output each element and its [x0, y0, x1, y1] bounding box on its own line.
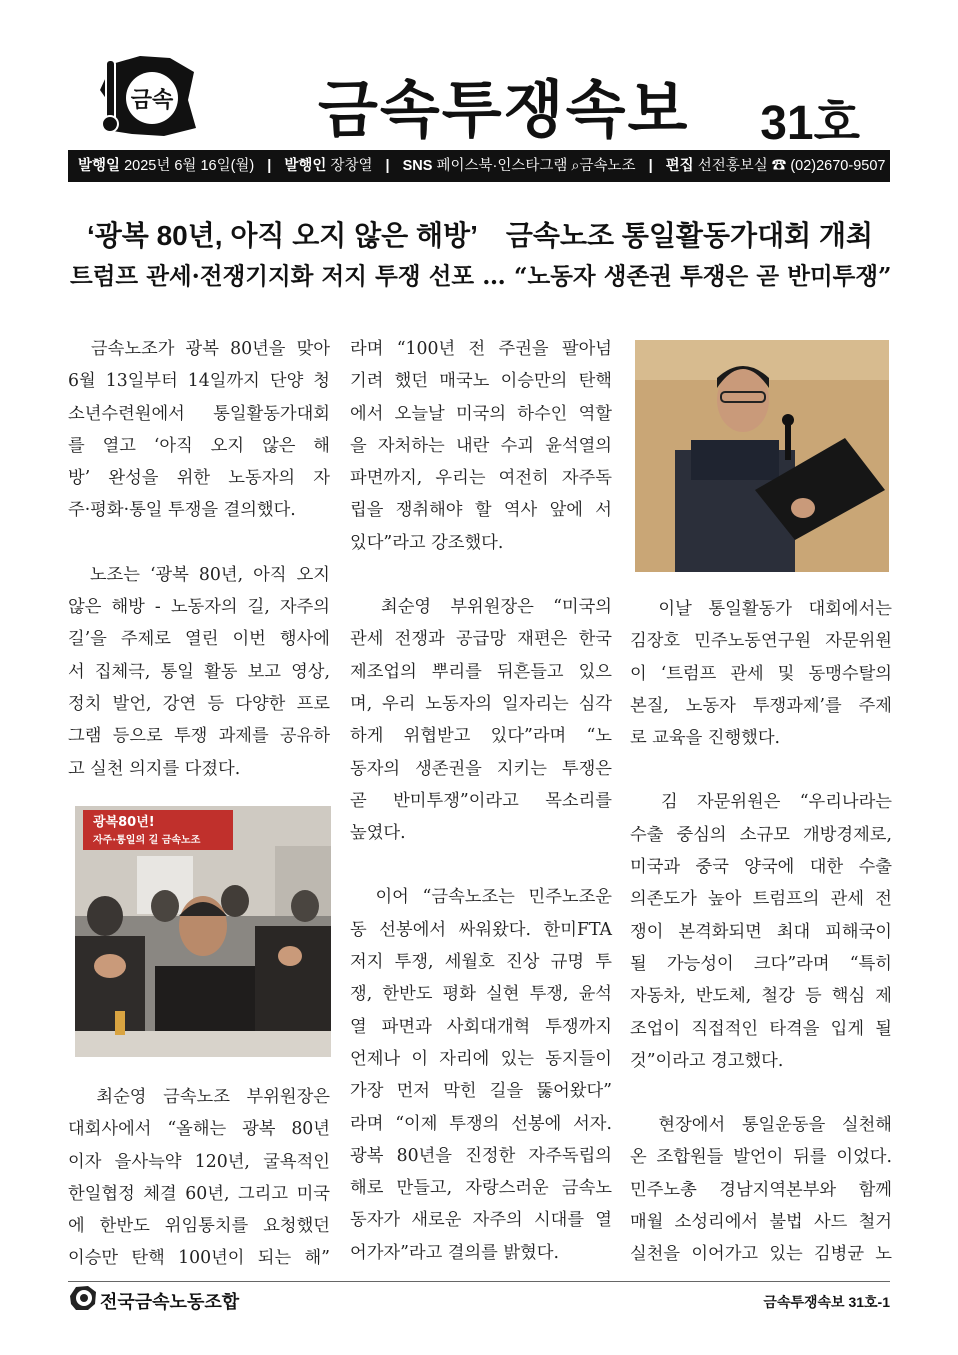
svg-text:광복80년!: 광복80년! [93, 815, 155, 830]
publisher-name: 장창열 [330, 158, 373, 174]
col3-paragraph-1 [630, 593, 892, 754]
audience-photo [75, 806, 331, 1057]
text-line: 이자 을사늑약 120년, 굴욕적인 [68, 1151, 330, 1172]
text-line: 수출 중심의 소규모 개방경제로, [630, 824, 892, 845]
text-line: 주·평화·통일 투쟁을 결의했다. [68, 500, 296, 521]
text-line: 열 파면과 사회대개혁 투쟁까지 [350, 1016, 612, 1037]
text-line: 그램 등으로 투쟁 과제를 공유하 [68, 726, 330, 747]
svg-text:금속: 금속 [130, 88, 174, 113]
issue-number: 31호 [760, 97, 860, 150]
footer-page-number: 금속투쟁속보 31호-1 [763, 1294, 890, 1310]
col3-paragraph-3 [630, 1109, 892, 1270]
headline-right: 금속노조 통일활동가대회 개최 [505, 220, 874, 251]
text-line: 동자가 새로운 자주의 시대를 열 [350, 1210, 612, 1231]
text-line: 동 선봉에서 싸워왔다. 한미FTA [350, 919, 612, 940]
text-line: 정치 발언, 강연 등 다양한 프로 [68, 693, 330, 714]
text-line: 언제나 이 자리에 있는 동지들이 [350, 1048, 612, 1069]
phone-number: ☎ (02)2670-9507 [771, 158, 886, 174]
text-line: 가장 먼저 막힌 길을 뚫어왔다” [350, 1081, 612, 1102]
text-line: 방’ 완성을 위한 노동자의 자 [68, 468, 330, 489]
date-label: 발행일 [78, 158, 121, 174]
text-line: 것”이라고 경고했다. [630, 1050, 784, 1071]
text-line: 로 교육을 진행했다. [630, 728, 781, 749]
text-line: 미국과 중국 양국에 대한 수출 [630, 857, 892, 878]
text-line: 의존도가 높아 트럼프의 관세 전 [630, 889, 892, 910]
text-line: 매월 소성리에서 불법 사드 철거 [630, 1212, 892, 1233]
footer-divider [68, 1281, 890, 1282]
footer-organization: 전국금속노동조합 [100, 1292, 240, 1312]
text-line: 최순영 부위원장은 “미국의 [350, 597, 612, 618]
text-line: 높였다. [350, 823, 406, 844]
text-line: 쟁, 한반도 평화 실현 투쟁, 윤석 [350, 984, 612, 1005]
publish-date: 2025년 6월 16일(월) [124, 158, 255, 174]
text-line: 를 열고 ‘아직 오지 않은 해 [68, 435, 330, 456]
text-line: 소년수련원에서 통일활동가대회 [68, 403, 330, 424]
text-line: 이날 통일활동가 대회에서는 [630, 599, 892, 619]
text-line: 광복 80년을 진정한 자주독립의 [350, 1145, 612, 1166]
text-line: 립을 쟁취해야 할 역사 앞에 서 [350, 500, 612, 521]
headline-left: ‘광복 80년, 아직 오지 않은 해방’ [86, 220, 478, 251]
text-line: 에 한반도 위임통치를 요청했던 [68, 1216, 330, 1237]
text-line: 제조업의 뿌리를 뒤흔들고 있으 [350, 661, 612, 682]
sns-accounts: 페이스북·인스타그램 ⌕금속노조 [436, 158, 636, 174]
sub-headline: 트럼프 관세·전쟁기지화 저지 투쟁 선포 … “노동자 생존권 투쟁은 곧 반미투쟁” [70, 262, 892, 290]
text-line: 기려 했던 매국노 이승만의 탄핵 [350, 371, 612, 392]
article-column-1 [68, 333, 330, 785]
svg-text:자주·통일의 길 금속노조: 자주·통일의 길 금속노조 [93, 835, 201, 846]
col2-paragraph-3 [350, 881, 612, 1269]
col1-paragraph-1 [68, 333, 330, 527]
publisher-label: 발행인 [284, 158, 327, 174]
text-line: 될 가능성이 크다”라며 “특히 [630, 953, 892, 974]
union-logo-icon [92, 50, 202, 142]
editor-label: 편집 [665, 158, 694, 174]
text-line: 동자의 생존권을 지키는 투쟁은 [350, 758, 612, 779]
text-line: 라며 “이제 투쟁의 선봉에 서자. [350, 1113, 612, 1134]
text-line: 하게 위협받고 있다”라며 “노 [350, 726, 612, 747]
text-line: 본질, 노동자 투쟁과제’를 주제 [630, 695, 892, 716]
text-line: 이 ‘트럼프 관세 및 동맹수탈의 [630, 663, 892, 684]
masthead [68, 38, 890, 148]
text-line: 곧 반미투쟁”이라고 목소리를 [350, 790, 612, 811]
text-line: 6월 13일부터 14일까지 단양 청 [68, 371, 330, 392]
text-line: 대회사에서 “올해는 광복 80년 [68, 1119, 330, 1140]
publication-info-bar: 발행일 2025년 6월 16일(월) | 발행인 장창열 | SNS 페이스북·인스타그램 ⌕금속노조 | 편집 선전홍보실 ☎ (02)2670-9507 [68, 150, 890, 182]
text-line: 관세 전쟁과 공급망 재편은 한국 [350, 629, 612, 650]
article-column-3 [630, 593, 892, 1271]
text-line: 김장호 민주노동연구원 자문위원 [630, 631, 892, 652]
text-line: 라며 “100년 전 주권을 팔아넘 [350, 339, 612, 359]
text-line: 노조는 ‘광복 80년, 아직 오지 [68, 564, 330, 585]
text-line: 길’을 주제로 열린 이번 행사에 [68, 629, 330, 650]
text-line: 을 자처하는 내란 수괴 윤석열의 [350, 435, 612, 456]
text-line: 김 자문위원은 “우리나라는 [630, 792, 892, 813]
main-headline [70, 214, 890, 254]
col1-paragraph-2 [68, 559, 330, 785]
text-line: 자동차, 반도체, 철강 등 핵심 제 [630, 986, 892, 1007]
text-line: 않은 해방 - 노동자의 길, 자주의 [68, 597, 330, 618]
text-line: 쟁이 본격화되면 최대 피해국이 [630, 921, 892, 942]
text-line: 며, 우리 노동자의 일자리는 심각 [350, 693, 612, 714]
text-line: 이어 “금속노조는 민주노조운 [350, 887, 612, 908]
footer-logo-icon [68, 1284, 98, 1312]
text-line: 온 조합원들 발언이 뒤를 이었다. [630, 1147, 892, 1168]
text-line: 해로 만들고, 자랑스러운 금속노 [350, 1178, 612, 1199]
text-line: 파면까지, 우리는 여전히 자주독 [350, 468, 612, 489]
text-line: 실천을 이어가고 있는 김병균 노 [630, 1244, 892, 1265]
text-line: 있다”라고 강조했다. [350, 532, 504, 553]
col1-paragraph-3 [68, 1081, 330, 1275]
text-line: 조업이 직접적인 타격을 입게 될 [630, 1018, 892, 1039]
text-line: 어가자”라고 결의를 밝혔다. [350, 1242, 559, 1263]
newspaper-title: 금속투쟁속보 [318, 73, 690, 146]
text-line: 저지 투쟁, 세월호 진상 규명 투 [350, 952, 612, 973]
text-line: 최순영 금속노조 부위원장은 [68, 1087, 330, 1107]
sns-label: SNS [402, 158, 433, 174]
text-line: 현장에서 통일운동을 실천해 [630, 1115, 892, 1136]
col2-paragraph-1 [350, 333, 612, 559]
text-line: 민주노총 경남지역본부와 함께 [630, 1179, 892, 1200]
text-line: 고 실천 의지를 다졌다. [68, 758, 241, 779]
text-line: 금속노조가 광복 80년을 맞아 [68, 339, 330, 359]
text-line: 한일협정 체결 60년, 그리고 미국 [68, 1183, 330, 1204]
editor-name: 선전홍보실 [697, 158, 768, 174]
speaker-photo [635, 340, 889, 572]
col2-paragraph-2 [350, 591, 612, 849]
col3-paragraph-2 [630, 786, 892, 1077]
article-column-2 [350, 333, 612, 1269]
text-line: 에서 오늘날 미국의 하수인 역할 [350, 403, 612, 424]
text-line: 서 집체극, 통일 활동 보고 영상, [68, 661, 330, 682]
text-line: 이승만 탄핵 100년이 되는 해” [68, 1248, 330, 1269]
